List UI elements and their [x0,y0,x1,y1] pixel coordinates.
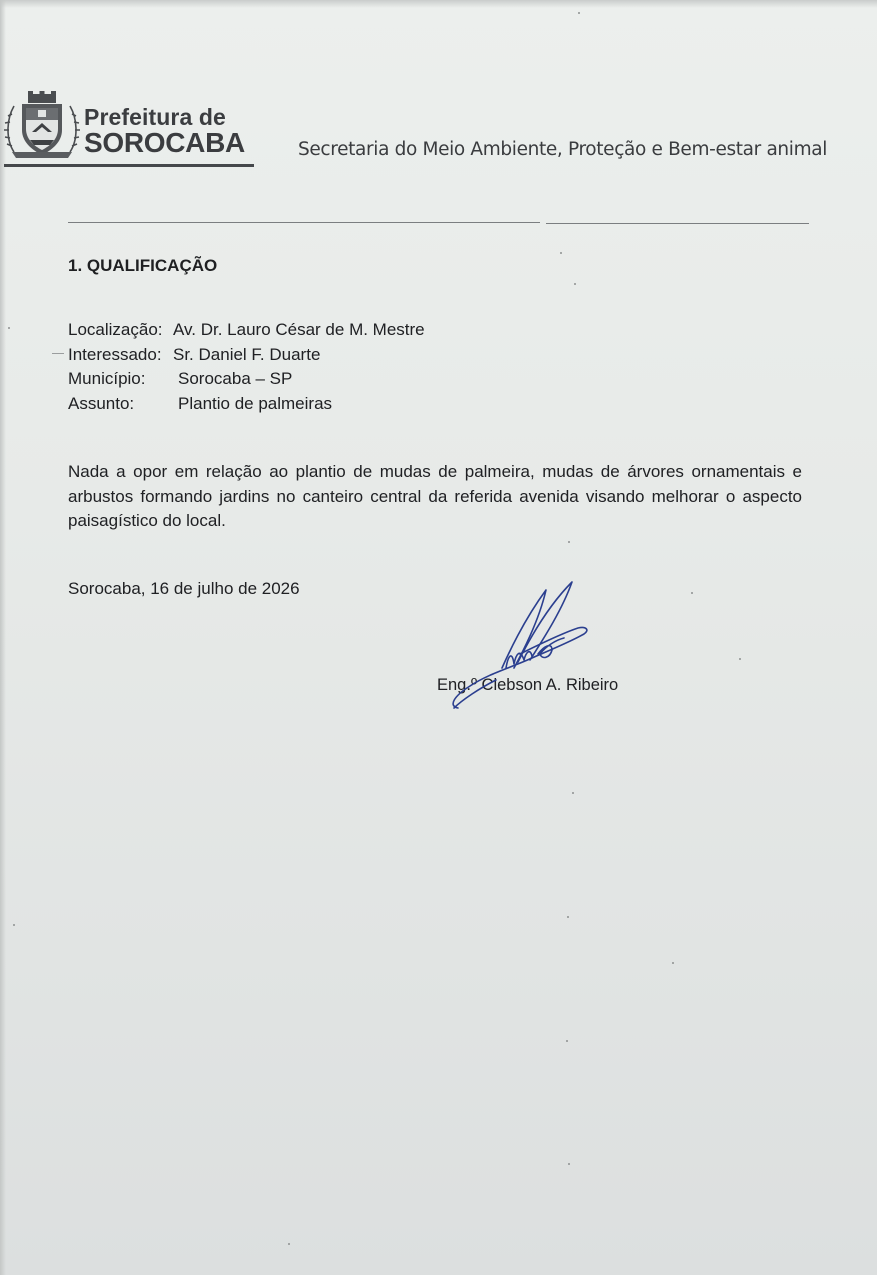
paper-speck [672,962,674,964]
signer-name: Eng.º Clebson A. Ribeiro [437,676,619,694]
paper-speck [572,792,574,794]
header-divider-left [68,222,540,223]
city-crest-icon [4,90,80,160]
paper-speck [288,1243,290,1245]
header-divider-right [546,223,809,224]
paper-speck [560,252,562,254]
paper-speck [574,283,576,285]
qualification-label: Interessado: [68,344,162,364]
qualification-value: Sorocaba – SP [178,369,293,388]
prefeitura-logo [4,90,254,174]
paper-speck [568,541,570,543]
handwritten-signature-icon [440,576,600,716]
qualification-label: Assunto: [68,393,135,413]
paper-left-shadow [0,0,6,1275]
qualification-value: Plantio de palmeiras [178,393,333,413]
paper-speck [568,1163,570,1165]
section-title: 1. QUALIFICAÇÃO [68,256,218,275]
date-line: Sorocaba, 16 de julho de 2026 [68,579,300,598]
paper-speck [8,327,10,329]
paper-speck [691,592,693,594]
logo-line-prefeitura: Prefeitura de [84,104,226,130]
margin-mark [52,353,64,354]
paper-speck [567,916,569,918]
paper-speck [13,924,15,926]
qualification-value: Av. Dr. Lauro César de M. Mestre [173,320,425,339]
paper-speck [566,1040,568,1042]
qualification-value: Sr. Daniel F. Duarte [173,344,321,364]
logo-line-sorocaba: SOROCABA [84,127,245,158]
paper-top-shadow [0,0,877,8]
qualification-label: Localização: [68,320,163,339]
opinion-paragraph: Nada a opor em relação ao plantio de mudas de palmeira, mudas de árvores ornamentais e arbustos formando jardins no canteiro central da referida avenida visando melhorar o aspecto paisagístico do local. [68,462,802,530]
secretaria-title: Secretaria do Meio Ambiente, Proteção e Bem-estar animal [298,139,828,160]
paper-speck [578,12,580,14]
qualification-label: Município: [68,369,146,388]
paper-speck [739,658,741,660]
logo-underline [4,164,254,167]
